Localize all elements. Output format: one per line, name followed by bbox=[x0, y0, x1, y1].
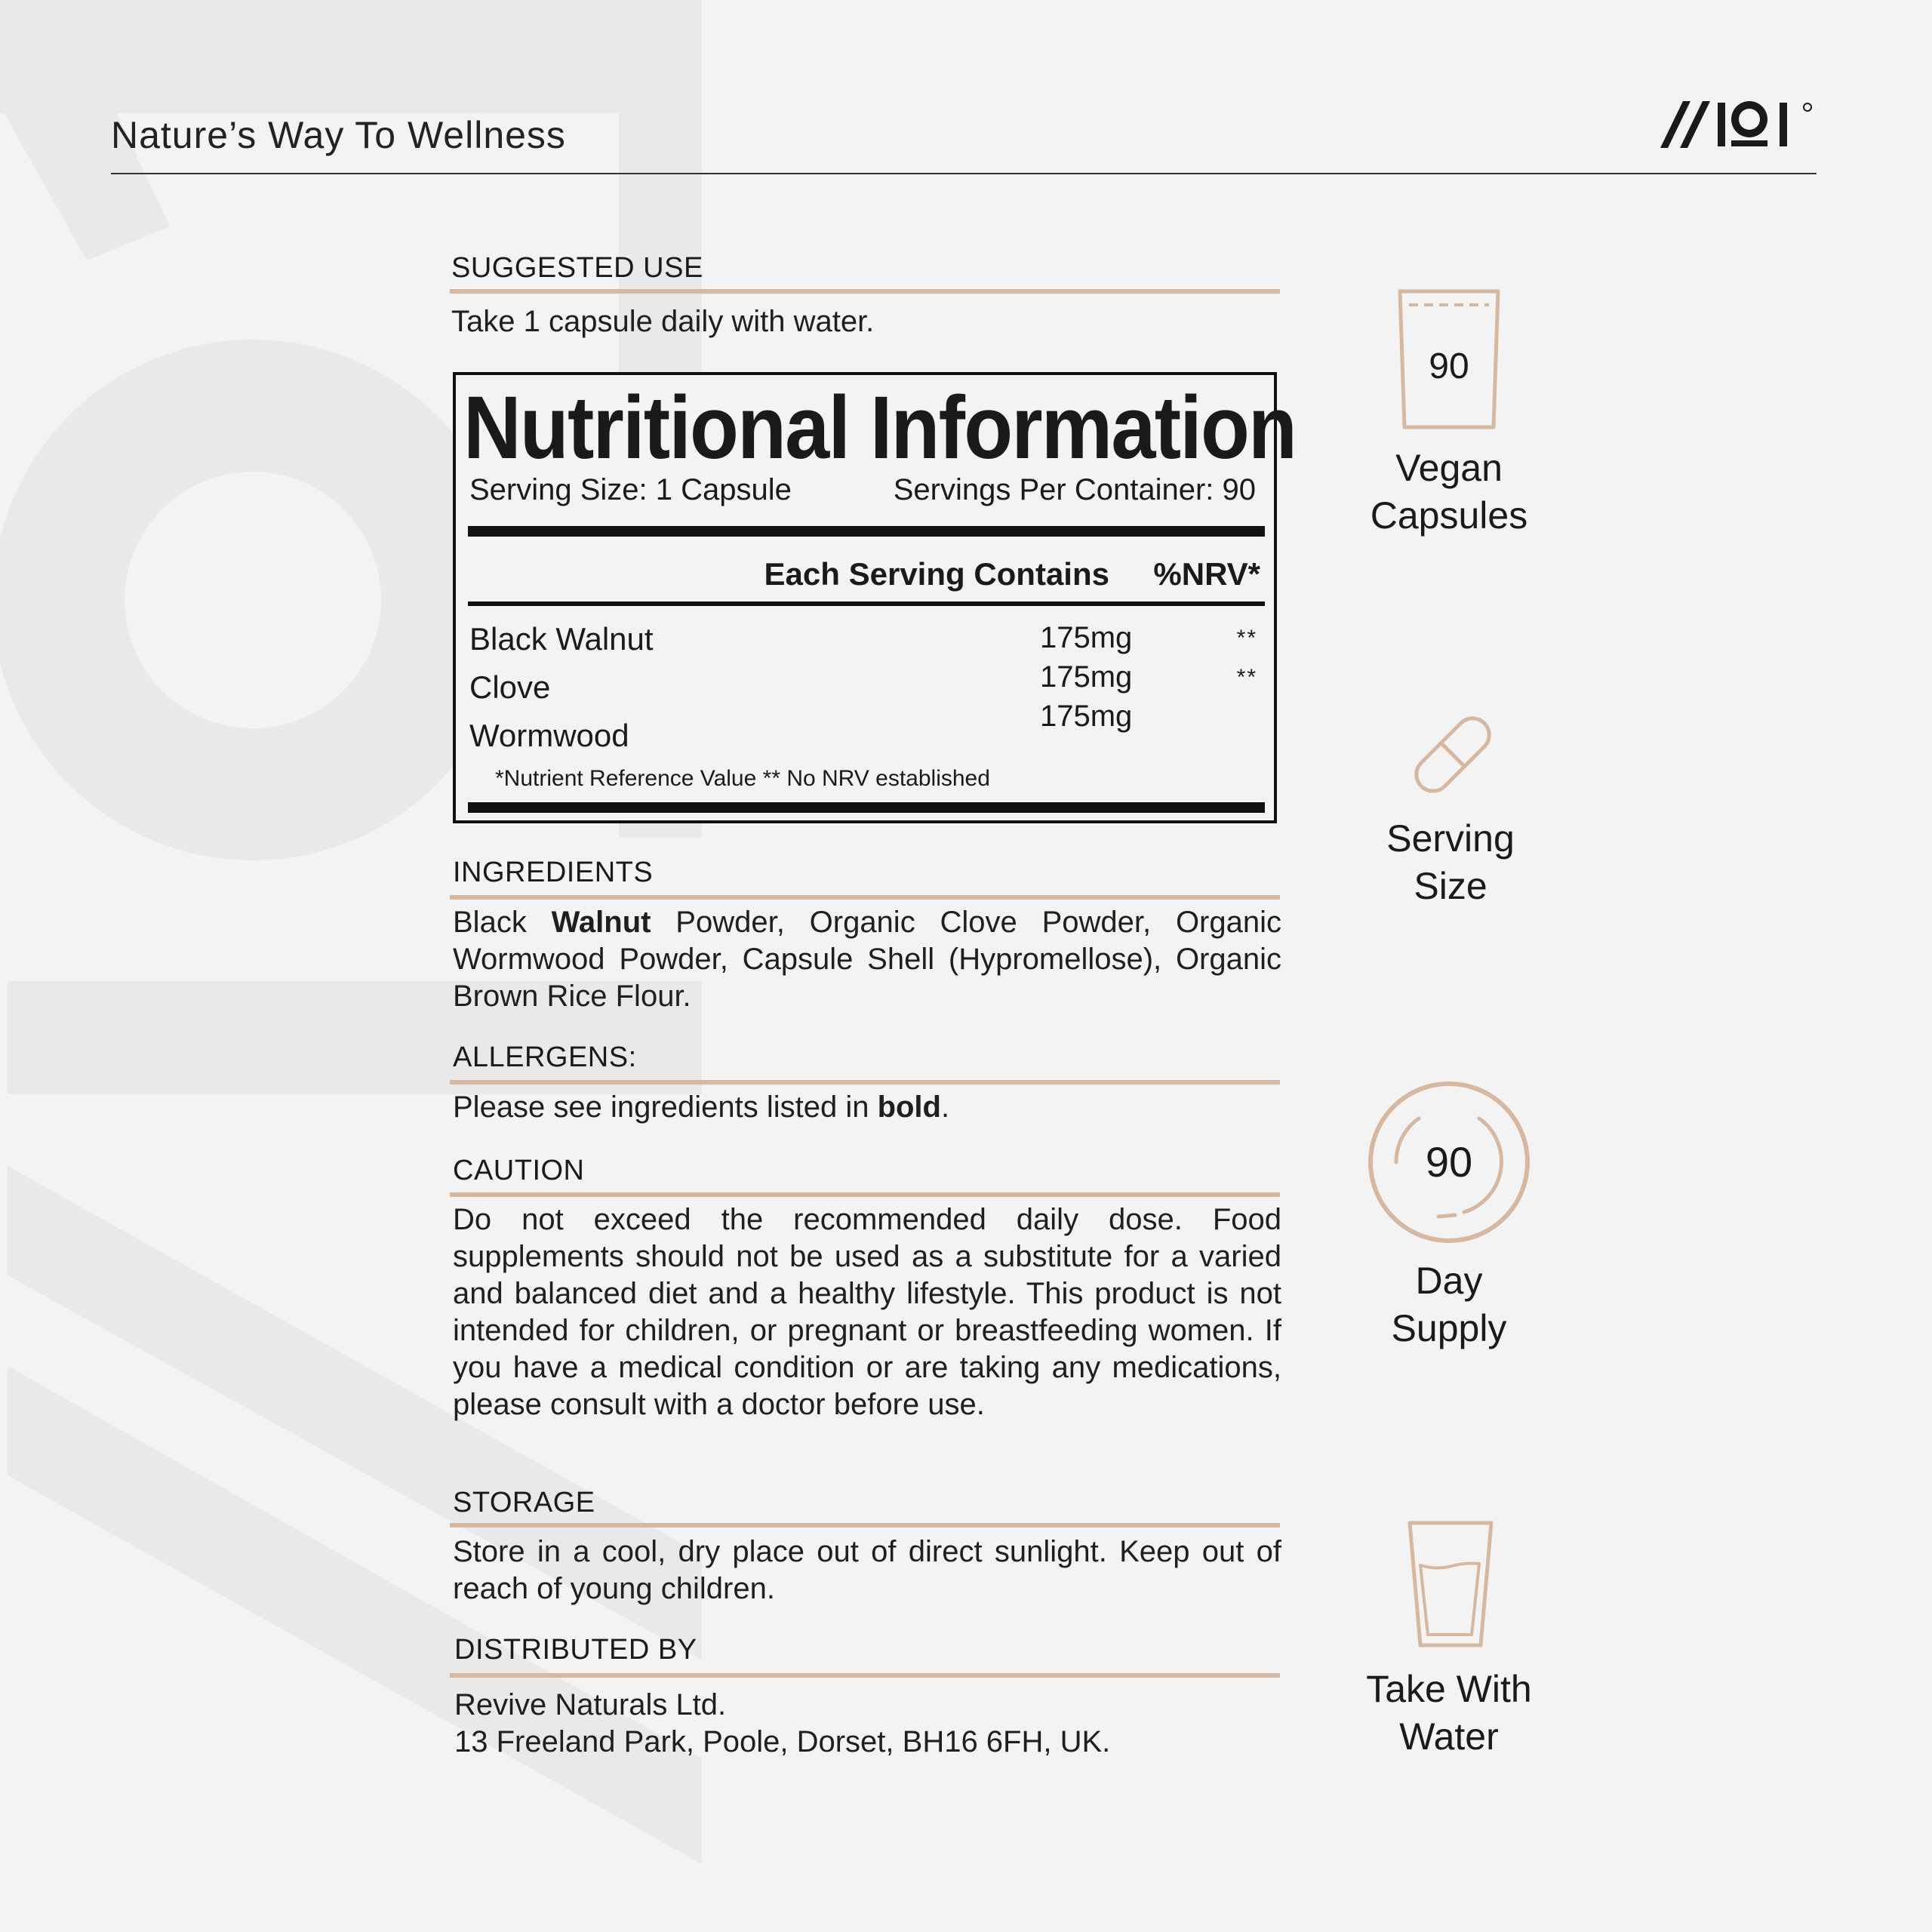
nutrition-thick-divider bbox=[468, 526, 1265, 537]
nutrient-name: Wormwood bbox=[469, 718, 629, 753]
water-glass-icon bbox=[1405, 1520, 1496, 1648]
pouch-count: 90 bbox=[1429, 346, 1469, 386]
nutrient-name: Clove bbox=[469, 669, 551, 705]
serving-size: Serving Size: 1 Capsule bbox=[469, 473, 792, 506]
suggested-use-text: Take 1 capsule daily with water. bbox=[451, 305, 875, 338]
caution-rule bbox=[450, 1192, 1280, 1197]
caution-text: Do not exceed the recommended daily dose. Food supplements should not be used as a substitute for a varied and balanced diet and a healthy lifestyle. This product is not intended for children, or pregnant or breastfeeding women. If you have a medical condition or are taking any medications, please consult with a doctor before use. bbox=[453, 1203, 1281, 1421]
nutrition-footnote: *Nutrient Reference Value ** No NRV established bbox=[495, 766, 990, 791]
ingredients-heading: INGREDIENTS bbox=[453, 857, 654, 888]
label-line: Serving bbox=[1386, 817, 1515, 860]
label-line: Vegan bbox=[1395, 447, 1503, 489]
nutrition-panel bbox=[453, 372, 1297, 823]
header-divider bbox=[111, 173, 1817, 174]
label-line: Water bbox=[1399, 1715, 1499, 1758]
nutrition-bottom-divider bbox=[468, 802, 1265, 813]
each-serving-header: Each Serving Contains bbox=[764, 556, 1109, 592]
allergens-bold-word: bold bbox=[877, 1091, 941, 1124]
ingredients-rule bbox=[450, 895, 1280, 900]
ingredients-text-part: Powder, Organic Clove Powder, Organic Wormwood Powder, Capsule Shell (Hypromellose), Organic Brown Rice Flour. bbox=[453, 906, 1281, 1013]
brand-logo bbox=[1660, 97, 1819, 151]
nutrient-amount: 175mg bbox=[1040, 700, 1133, 733]
allergens-rule bbox=[450, 1080, 1280, 1084]
tagline: Nature’s Way To Wellness bbox=[111, 114, 566, 156]
nutrient-nrv: ** bbox=[1236, 665, 1257, 690]
allergens-text-part: Please see ingredients listed in bbox=[453, 1091, 878, 1124]
nutrition-thin-divider bbox=[468, 601, 1265, 606]
label-line: Capsules bbox=[1370, 494, 1528, 537]
storage-heading: STORAGE bbox=[453, 1487, 595, 1518]
distributor-name: Revive Naturals Ltd. bbox=[454, 1688, 727, 1721]
day-supply-count: 90 bbox=[1425, 1138, 1473, 1186]
serving-size-label bbox=[1300, 815, 1601, 910]
storage-rule bbox=[450, 1523, 1280, 1527]
storage-text: Store in a cool, dry place out of direct sunlight. Keep out of reach of young children. bbox=[453, 1535, 1281, 1605]
label-line: Take With bbox=[1366, 1668, 1532, 1710]
ingredients-text-part: Black bbox=[453, 906, 552, 939]
distributed-by-rule bbox=[450, 1673, 1280, 1678]
capsule-icon bbox=[1404, 706, 1502, 804]
distributed-by-heading: DISTRIBUTED BY bbox=[454, 1634, 697, 1666]
label-line: Day bbox=[1415, 1260, 1483, 1302]
allergens-text bbox=[453, 1089, 1281, 1126]
label-line: Supply bbox=[1391, 1307, 1507, 1349]
vegan-capsules-label bbox=[1298, 445, 1600, 540]
take-with-water-label bbox=[1298, 1666, 1600, 1761]
ingredients-text bbox=[453, 904, 1281, 1015]
allergens-text-part: . bbox=[940, 1091, 950, 1124]
suggested-use-heading: SUGGESTED USE bbox=[451, 252, 703, 284]
ingredients-bold-allergen: Walnut bbox=[551, 906, 651, 939]
day-supply-label bbox=[1298, 1257, 1600, 1352]
caution-heading: CAUTION bbox=[453, 1155, 585, 1186]
distributor-address: 13 Freeland Park, Poole, Dorset, BH16 6FH, UK. bbox=[454, 1725, 1111, 1758]
nutrient-amount: 175mg bbox=[1040, 660, 1133, 694]
nutrient-amount: 175mg bbox=[1040, 621, 1133, 654]
allergens-heading: ALLERGENS: bbox=[453, 1041, 637, 1073]
nutrition-title: Nutritional Information bbox=[463, 378, 1297, 478]
nutrient-nrv: ** bbox=[1236, 626, 1257, 651]
suggested-use-rule bbox=[450, 289, 1280, 294]
nrv-header: %NRV* bbox=[1153, 556, 1260, 592]
nutrient-name: Black Walnut bbox=[469, 621, 654, 657]
servings-per-container: Servings Per Container: 90 bbox=[893, 473, 1256, 506]
label-line: Size bbox=[1414, 865, 1487, 907]
